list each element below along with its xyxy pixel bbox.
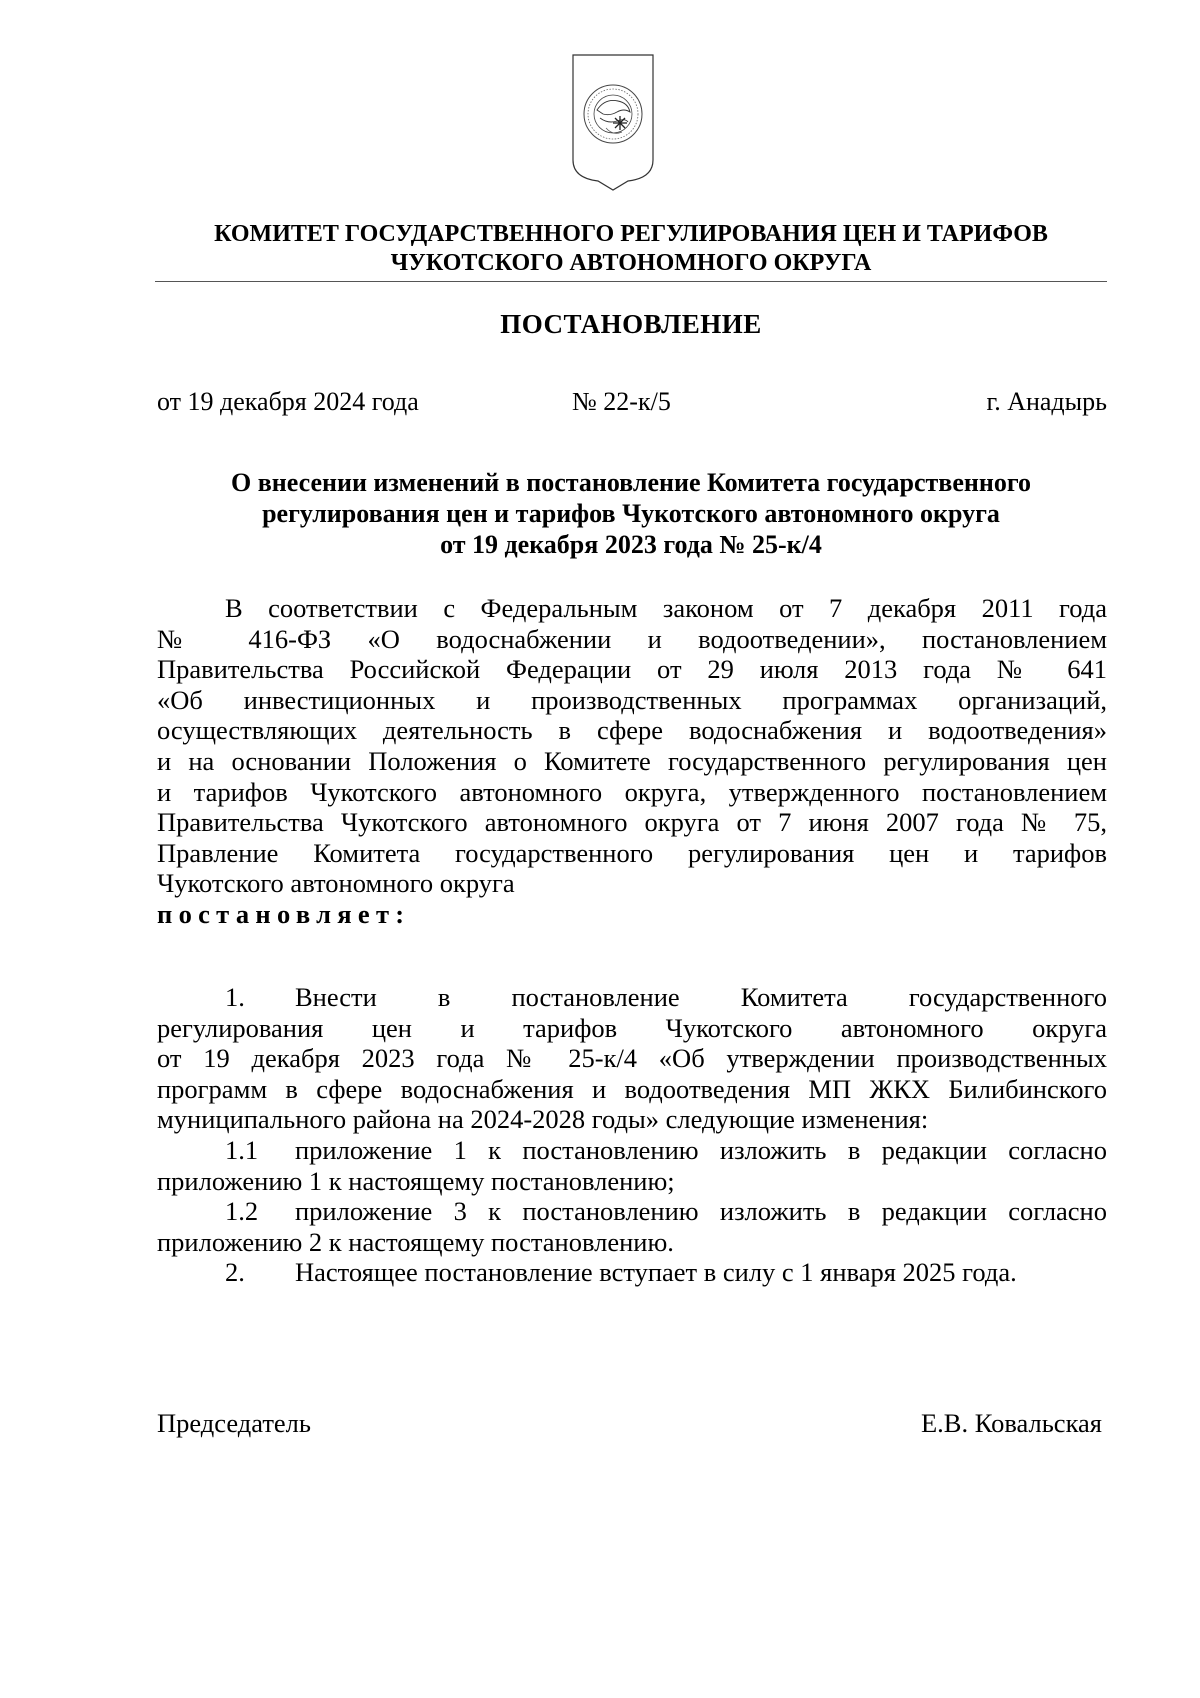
coat-of-arms-icon <box>570 52 656 200</box>
header-divider <box>155 281 1107 282</box>
basis-paragraph <box>157 593 1107 930</box>
item-1-1 <box>157 1135 1107 1166</box>
basis-line: № 416-ФЗ «О водоснабжении и водоотведении», постановлением <box>157 623 1107 654</box>
item-1-line: регулирования цен и тарифов Чукотского автономного округа <box>157 1012 1107 1043</box>
item-1-2 <box>157 1196 1107 1227</box>
resolution-items <box>157 982 1107 1288</box>
item-1-2-line: приложению 2 к настоящему постановлению. <box>157 1226 674 1257</box>
subject-line: регулирования цен и тарифов Чукотского автономного округа <box>262 499 1000 528</box>
basis-line: «Об инвестиционных и производственных программах организаций, <box>157 684 1107 715</box>
item-text: приложение 3 к постановлению изложить в редакции согласно <box>295 1196 1107 1227</box>
subject-line: О внесении изменений в постановление Комитета государственного <box>230 468 1032 497</box>
committee-name-line2: ЧУКОТСКОГО АВТОНОМНОГО ОКРУГА <box>390 250 872 276</box>
item-text: приложение 1 к постановлению изложить в редакции согласно <box>295 1134 1107 1165</box>
item-1 <box>157 982 1107 1013</box>
basis-line: Правительства Чукотского автономного округа от 7 июня 2007 года № 75, <box>157 807 1107 838</box>
subject-line: от 19 декабря 2023 года № 25-к/4 <box>440 530 822 559</box>
signatory-name: Е.В. Ковальская <box>921 1408 1102 1438</box>
document-city: г. Анадырь <box>986 387 1107 416</box>
item-2 <box>157 1257 1107 1288</box>
item-1-line: муниципального района на 2024-2028 годы» следующие изменения: <box>157 1104 929 1135</box>
item-text: Настоящее постановление вступает в силу с 1 января 2025 года. <box>295 1257 1017 1288</box>
item-1-line: от 19 декабря 2023 года № 25-к/4 «Об утверждении производственных <box>157 1043 1107 1074</box>
item-1-1-line: приложению 1 к настоящему постановлению; <box>157 1165 675 1196</box>
basis-line: осуществляющих деятельность в сфере водоснабжения и водоотведения» <box>157 715 1107 746</box>
signatory-position: Председатель <box>157 1408 311 1438</box>
basis-line: и на основании Положения о Комитете государственного регулирования цен <box>157 745 1107 776</box>
document-number: № 22-к/5 <box>572 387 671 416</box>
item-number: 2. <box>225 1257 245 1288</box>
basis-line: Чукотского автономного округа <box>157 868 515 899</box>
document-subject <box>155 467 1107 560</box>
basis-line: Правительства Российской Федерации от 29 июля 2013 года № 641 <box>157 654 1107 685</box>
item-number: 1.2 <box>225 1196 259 1227</box>
item-text: Внести в постановление Комитета государственного <box>295 982 1107 1012</box>
document-title: ПОСТАНОВЛЕНИЕ <box>500 309 762 339</box>
committee-name-line1: КОМИТЕТ ГОСУДАРСТВЕННОГО РЕГУЛИРОВАНИЯ ЦЕН И ТАРИФОВ <box>214 221 1048 247</box>
item-number: 1.1 <box>225 1134 259 1165</box>
basis-line: В соответствии с Федеральным законом от 7 декабря 2011 года <box>225 593 1107 623</box>
resolve-word: постановляет: <box>157 898 411 929</box>
basis-line: и тарифов Чукотского автономного округа, утвержденного постановлением <box>157 776 1107 807</box>
item-1-line: программ в сфере водоснабжения и водоотведения МП ЖКХ Билибинского <box>157 1073 1107 1104</box>
document-date: от 19 декабря 2024 года <box>157 387 419 416</box>
basis-line: Правление Комитета государственного регулирования цен и тарифов <box>157 837 1107 868</box>
item-number: 1. <box>225 982 245 1012</box>
